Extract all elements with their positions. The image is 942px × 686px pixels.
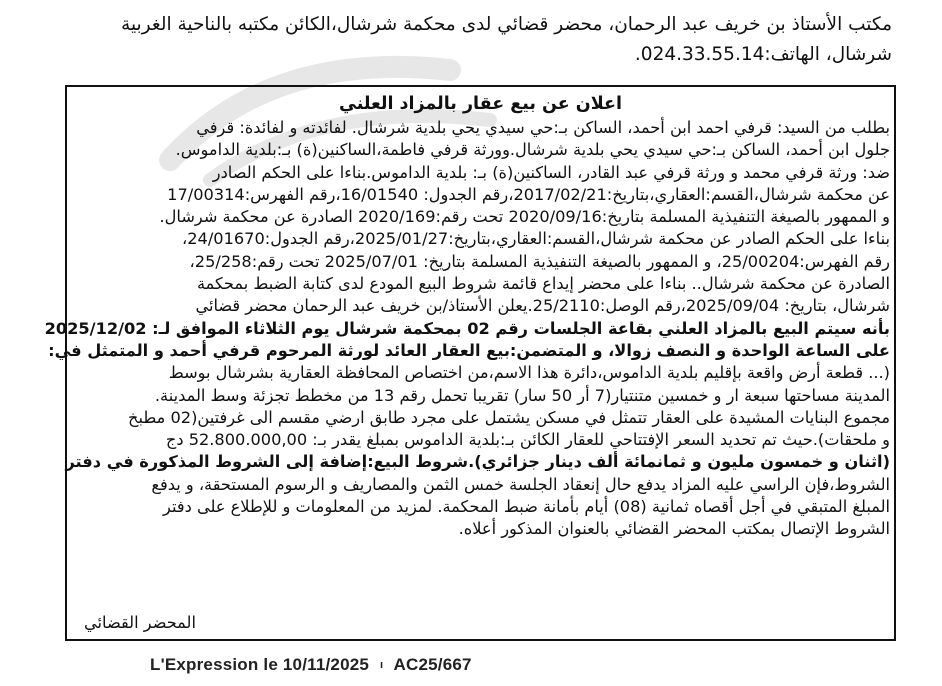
- notice-line: بطلب من السيد: قرفي احمد ابن أحمد، الساكن بـ:حي سيدي يحي بلدية شرشال. لفائدته و لفائدة: قرفي: [196, 118, 890, 137]
- signature-label: المحضر القضائي: [84, 613, 196, 632]
- notice-line: الشروط الإتصال بمكتب المحضر القضائي بالعنوان المذكور أعلاه.: [458, 519, 890, 539]
- notice-line: بأنه سيتم البيع بالمزاد العلني بقاعة الجلسات رقم 02 بمحكمة شرشال يوم الثلاثاء الموافق لـ: 2025/12/02: [44, 318, 890, 338]
- notice-line: و الممهور بالصيغة التنفيذية المسلمة بتاريخ:2020/09/16 تحت رقم:2020/169 الصادرة عن محكمة شرشال.: [159, 207, 890, 227]
- notice-title: اعلان عن بيع عقار بالمزاد العلني: [339, 94, 622, 114]
- publication-date: L'Expression le 10/11/2025: [150, 655, 370, 674]
- notice-line: و ملحقات).حيث تم تحديد السعر الإفتتاحي للعقار الكائن بـ:بلدية الداموس بمبلغ يقدر بـ: 52.800.000,00 دج: [165, 430, 890, 450]
- notice-body: [44, 117, 890, 541]
- notice-line: بناءا على الحكم الصادر عن محكمة شرشال،القسم:العقاري،بتاريخ:2025/01/27،رقم الجدول:24/01670،: [182, 229, 890, 249]
- notice-line: على الساعة الواحدة و النصف زوالا، و المتضمن:بيع العقار العائد لورثة المرحوم قرفي أحمد و المتمثل في:: [48, 340, 890, 360]
- notice-line: (اثنان و خمسون مليون و ثمانمائة ألف دينار جزائري).شروط البيع:إضافة إلى الشروط المذكورة في دفتر: [65, 452, 890, 472]
- notice-line: الشروط،فإن الراسي عليه المزاد يدفع حال إنعقاد الجلسة خمس الثمن والمصاريف و الرسوم المستحقة، و يدفع: [151, 474, 890, 494]
- publication-reference: AC25/667: [393, 655, 472, 674]
- publication-footer: [150, 655, 472, 675]
- notice-line: الصادرة عن محكمة شرشال.. بناءا على محضر إيداع قائمة شروط البيع المودع لدى كتابة الضبط بمحكمة: [196, 274, 890, 294]
- notice-line: ضد: ورثة قرفي محمد و ورثة قرفي عبد القادر، الساكنين(ة) بـ: بلدية الداموس.بناءا على الحكم الصادر: [212, 162, 890, 182]
- bailiff-office-header: [40, 10, 892, 70]
- office-address-line: مكتب الأستاذ بن خريف عبد الرحمان، محضر قضائي لدى محكمة شرشال،الكائن مكتبه بالناحية الغربية: [121, 14, 892, 35]
- office-phone-line: شرشال، الهاتف:024.33.55.14.: [634, 44, 892, 65]
- notice-line: المدينة مساحتها سبعة ار و خمسين متنتيار(7 أر 50 سار) تقريبا تحمل رقم 13 من مخطط تجزئة وسط المدينة.: [154, 385, 890, 405]
- notice-line: مجموع البنايات المشيدة على العقار تتمثل في مسكن يشتمل على مجرد طابق ارضي مقسم الى غرفتين(02 مطبخ: [128, 407, 890, 427]
- notice-line: عن محكمة شرشال،القسم:العقاري،بتاريخ:2017/02/21،رقم الجدول: 16/01540،رقم الفهرس:17/00314: [167, 184, 890, 204]
- notice-line: المبلغ المتبقي في أجل أقصاه ثمانية (08) أيام بأمانة ضبط المحكمة. لمزيد من المعلومات و للإطلاع على دفتر: [163, 497, 890, 517]
- notice-line: (... قطعة أرض واقعة بإقليم بلدية الداموس،دائرة هذا الاسم،من اختصاص المحافظة العقارية بشرشال بوسط: [168, 363, 890, 383]
- notice-line: جلول ابن أحمد، الساكن بـ:حي سيدي يحي بلدية شرشال.وورثة قرفي فاطمة،الساكنين(ة) بـ:بلدية الداموس.: [175, 140, 890, 160]
- separator-mark: ı: [379, 659, 384, 671]
- notice-line: رقم الفهرس:25/00204، و الممهور بالصيغة التنفيذية المسلمة بتاريخ: 2025/07/01 تحت رقم:25/258،: [189, 251, 890, 271]
- notice-line: شرشال، بتاريخ: 2025/09/04،رقم الوصل:25/2110.يعلن الأستاذ/بن خريف عبد الرحمان محضر قضائي: [195, 296, 890, 316]
